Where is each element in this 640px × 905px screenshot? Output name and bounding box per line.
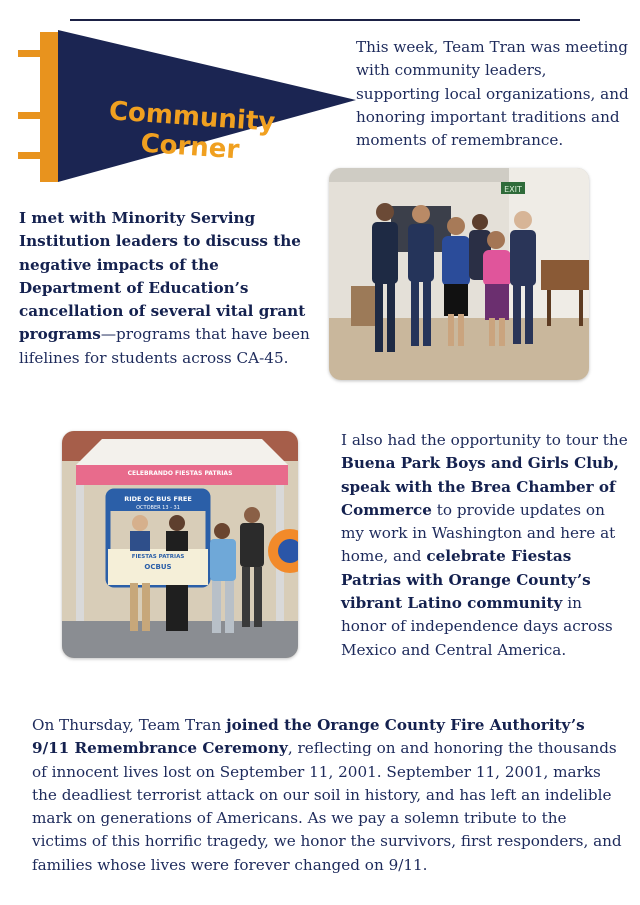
events-text-2: to provide updates on my work in Washington and here at home, and — [341, 500, 616, 566]
remembrance-bold-1: joined the Orange County Fire Authority’s 9/11 Remembrance Ceremony — [32, 716, 585, 758]
community-events-paragraph — [341, 429, 631, 662]
community-corner-pennant — [18, 24, 358, 186]
msi-paragraph-rest: —programs that have been lifelines for students across CA-45. — [19, 325, 310, 367]
top-divider — [70, 19, 580, 21]
remembrance-text-2: , reflecting on and honoring the thousands of innocent lives lost on September 11, 2001. September 11, 2001, marks the deadliest terrorist attack on our soil in history, and has left an indelible mark on generations of Americans. As we pay a solemn tribute to the victims of this horrific tragedy, we honor the survivors, first responders, and families whose lives were forever changed on 9/11. — [32, 739, 622, 874]
frame-label-text: FIESTAS PATRIAS — [131, 554, 185, 560]
msi-leaders-photo — [329, 168, 589, 380]
fiestas-banner-text: CELEBRANDO FIESTAS PATRIAS — [127, 470, 233, 477]
frame-brand-text: OCBUS — [144, 563, 172, 571]
events-bold-1: Buena Park Boys and Girls Club, speak with the Brea Chamber of Commerce — [341, 454, 619, 519]
events-text-1: I also had the opportunity to tour the — [341, 431, 628, 449]
pennant-title-line1: Community — [107, 96, 277, 138]
events-bold-2: celebrate Fiestas Patrias with Orange County’s vibrant Latino community — [341, 547, 591, 613]
intro-paragraph: This week, Team Tran was meeting with community leaders, supporting local organizations, and honoring important traditions and moments of remembrance. — [356, 38, 629, 150]
pennant-title-line2: Corner — [139, 128, 241, 166]
remembrance-text-1: On Thursday, Team Tran — [32, 716, 227, 734]
frame-top-text: RIDE OC BUS FREE — [124, 495, 192, 503]
fiestas-patrias-photo — [62, 431, 298, 658]
remembrance-paragraph — [32, 714, 622, 877]
msi-paragraph-bold: I met with Minority Serving Institution leaders to discuss the negative impacts of the Department of Education’s cancellation of several vital grant programs — [19, 209, 306, 344]
frame-dates-text: OCTOBER 13 - 31 — [136, 505, 180, 511]
events-text-3: in honor of independence days across Mexico and Central America. — [341, 594, 613, 659]
msi-paragraph — [19, 207, 311, 370]
exit-sign-text: EXIT — [504, 185, 522, 194]
